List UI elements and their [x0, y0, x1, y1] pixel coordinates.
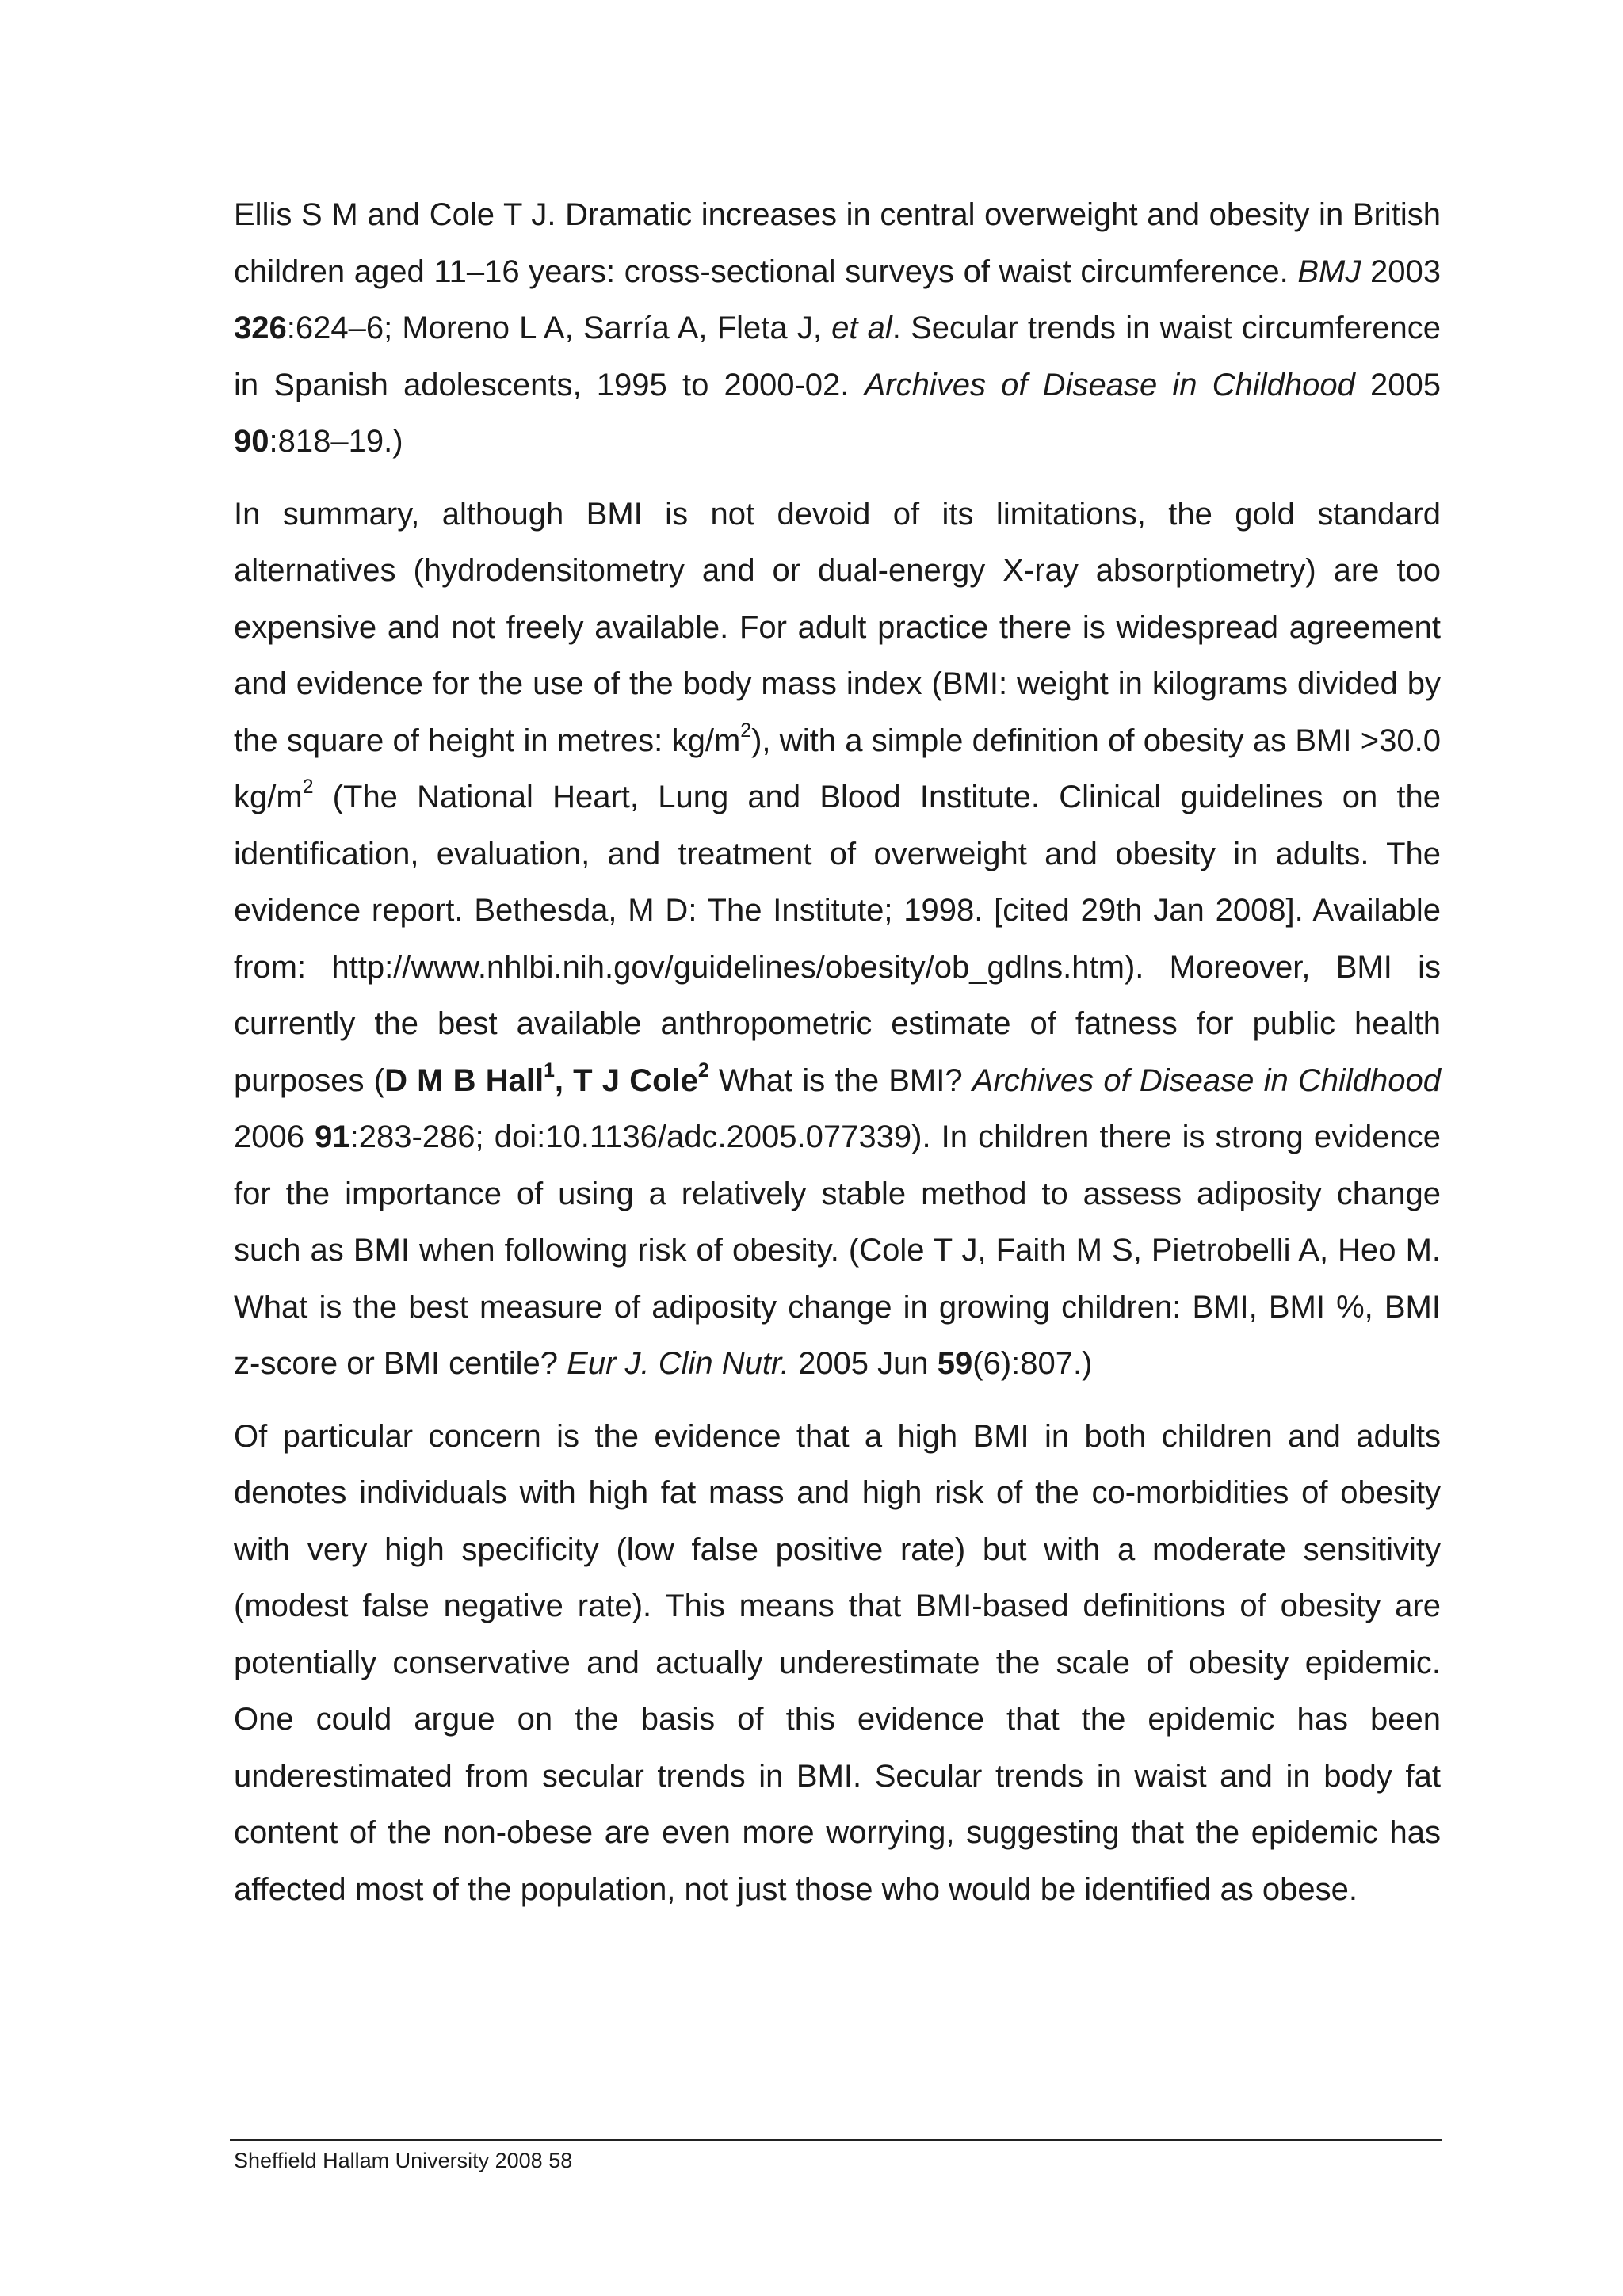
text-run: What is the BMI?: [708, 1062, 972, 1098]
superscript: 2: [302, 776, 314, 799]
text-run: 2006: [234, 1119, 315, 1154]
paragraph-bmi-summary: [234, 486, 1441, 1393]
text-run: Ellis S M and Cole T J. Dramatic increases in central overweight and obesity in British children aged 11–16 years: cross-sectional surveys of waist circumference.: [234, 197, 1441, 289]
paragraph-bmi-concern: [234, 1409, 1441, 1919]
text-run: :818–19.): [269, 424, 403, 459]
bold-text: 59: [937, 1346, 973, 1381]
superscript: 2: [740, 719, 752, 742]
bold-text: 326: [234, 311, 287, 345]
text-run: 2005: [1354, 367, 1441, 402]
text-run: In summary, although BMI is not devoid of its limitations, the gold standard alternatives (hydrodensitometry and or dual-energy X-ray absorptiometry) are too expensive and not freely available. For adult practice there is widespread agreement and evidence for the use of the body mass index (BMI: weight in kilograms divided by the square of height in metres: kg/m: [234, 496, 1441, 758]
bold-text: , T J Cole: [554, 1062, 698, 1098]
text-run: Of particular concern is the evidence that a high BMI in both children and adults denotes individuals with high fat mass and high risk of the co-morbidities of obesity with very high specificity (low false positive rate) but with a moderate sensitivity (modest false negative rate). This means that BMI-based definitions of obesity are potentially conservative and actually underestimate the scale of obesity epidemic. One could argue on the basis of this evidence that the epidemic has been underestimated from secular trends in BMI. Secular trends in waist and in body fat content of the non-obese are even more worrying, suggesting that the epidemic has affected most of the population, not just those who would be identified as obese.: [234, 1418, 1441, 1907]
italic-text: Archives of Disease in Childhood: [864, 367, 1355, 402]
italic-text: BMJ: [1297, 254, 1361, 289]
footer-divider: [230, 2139, 1442, 2141]
italic-text: Eur J. Clin Nutr.: [567, 1346, 789, 1381]
paragraph-reference-continuation: [234, 187, 1441, 471]
text-run: ), with a simple definition of obesity as BMI >30.0 kg/m: [234, 723, 1441, 814]
text-run: . Secular trends in waist circumference in Spanish adolescents, 1995 to 2000-02.: [234, 311, 1442, 402]
text-run: :283-286; doi:10.1136/adc.2005.077339). In children there is strong evidence for the importance of using a relatively stable method to assess adiposity change such as BMI when following risk of obesity. (Cole T J, Faith M S, Pietrobelli A, Heo M. What is the best measure of adiposity change in growing children: BMI, BMI %, BMI z-score or BMI centile?: [234, 1119, 1441, 1381]
text-run: 2003: [1361, 254, 1441, 289]
bold-text: 90: [234, 424, 269, 459]
italic-text: Archives of Disease in Childhood: [972, 1062, 1442, 1098]
bold-text: D M B Hall: [384, 1062, 544, 1098]
text-run: (6):807.): [972, 1346, 1093, 1381]
body-text: [234, 187, 1441, 1918]
italic-text: et al: [831, 311, 892, 345]
page-footer: Sheffield Hallam University 2008 58: [234, 2149, 573, 2172]
bold-text: 91: [315, 1119, 350, 1154]
superscript: 2: [697, 1059, 709, 1081]
superscript: 1: [544, 1059, 555, 1081]
text-run: (The National Heart, Lung and Blood Institute. Clinical guidelines on the identification, evaluation, and treatment of overweight and obesity in adults. The evidence report. Bethesda, M D: The Institute; 1998. [cited 29th Jan 2008]. Available from: http://www.nhlbi.nih.gov/guidelines/obesity/ob_gdlns.htm). Moreover, BMI is currently the best available anthropometric estimate of fatness for public health purposes (: [234, 780, 1441, 1098]
text-run: :624–6; Moreno L A, Sarría A, Fleta J,: [286, 311, 832, 345]
text-run: 2005 Jun: [789, 1346, 938, 1381]
